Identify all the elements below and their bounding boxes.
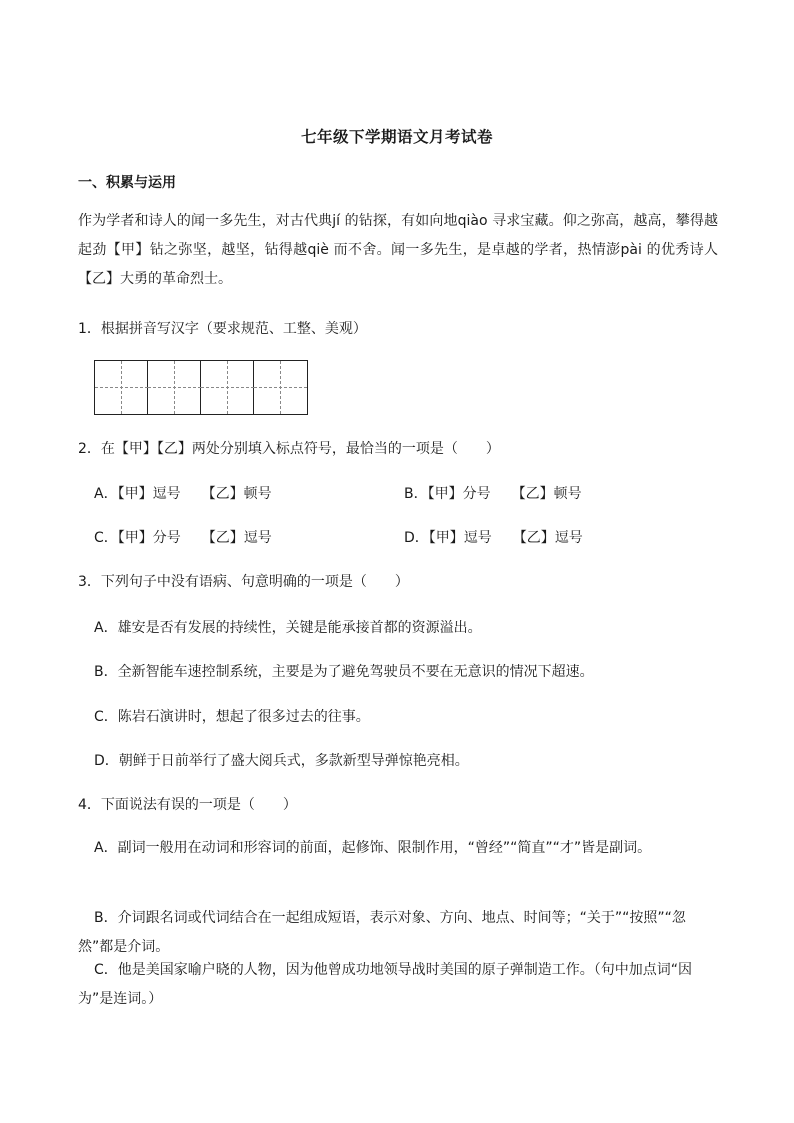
writing-cell[interactable] — [95, 361, 148, 414]
question-3-option-c[interactable]: C．陈岩石演讲时，想起了很多过去的往事。 — [94, 709, 370, 725]
question-2-option-c[interactable]: C．【甲】分号 【乙】逗号 — [94, 530, 272, 546]
question-4-stem: 4．下面说法有误的一项是（ ） — [78, 797, 297, 813]
question-3-stem: 3．下列句子中没有语病、句意明确的一项是（ ） — [78, 574, 409, 590]
question-3-option-b[interactable]: B．全新智能车速控制系统，主要是为了避免驾驶员不要在无意识的情况下超速。 — [94, 664, 594, 680]
question-4-option-b[interactable]: B．介词跟名词或代词结合在一起组成短语，表示对象、方向、地点、时间等；“关于”“按照”“忽然”都是介词。 — [78, 910, 686, 955]
reading-passage: 作为学者和诗人的闻一多先生，对古代典jí 的钻探，有如向地qiào 寻求宝藏。仰之弥高，越高，攀得越起劲【甲】钻之弥坚，越坚，钻得越qiè 而不舍。闻一多先生，是卓越的学者，热情澎pài 的优秀诗人【乙】大勇的革命烈士。 — [78, 213, 718, 287]
question-2-option-d[interactable]: D．【甲】逗号 【乙】逗号 — [404, 530, 583, 546]
question-4-option-c[interactable]: C．他是美国家喻户晓的人物，因为他曾成功地领导战时美国的原子弹制造工作。（句中加点词“因为”是连词。） — [78, 962, 693, 1007]
question-2-option-b[interactable]: B．【甲】分号 【乙】顿号 — [404, 486, 582, 502]
question-2-stem: 2．在【甲】【乙】两处分别填入标点符号，最恰当的一项是（ ） — [78, 441, 500, 457]
question-1-stem: 1．根据拼音写汉字（要求规范、工整、美观） — [78, 321, 367, 337]
writing-cell[interactable] — [254, 361, 307, 414]
writing-cell[interactable] — [201, 361, 254, 414]
section-heading: 一、积累与运用 — [78, 175, 176, 191]
writing-cell[interactable] — [148, 361, 201, 414]
page-title: 七年级下学期语文月考试卷 — [300, 127, 493, 146]
question-3-option-d[interactable]: D．朝鲜于日前举行了盛大阅兵式，多款新型导弹惊艳亮相。 — [94, 753, 469, 769]
question-3-option-a[interactable]: A．雄安是否有发展的持续性，关键是能承接首都的资源溢出。 — [94, 620, 482, 636]
question-2-option-a[interactable]: A．【甲】逗号 【乙】顿号 — [94, 486, 272, 502]
question-4-option-a[interactable]: A．副词一般用在动词和形容词的前面，起修饰、限制作用，“曾经”“简直”“才”皆是副词。 — [94, 840, 652, 856]
writing-grid — [94, 360, 308, 415]
